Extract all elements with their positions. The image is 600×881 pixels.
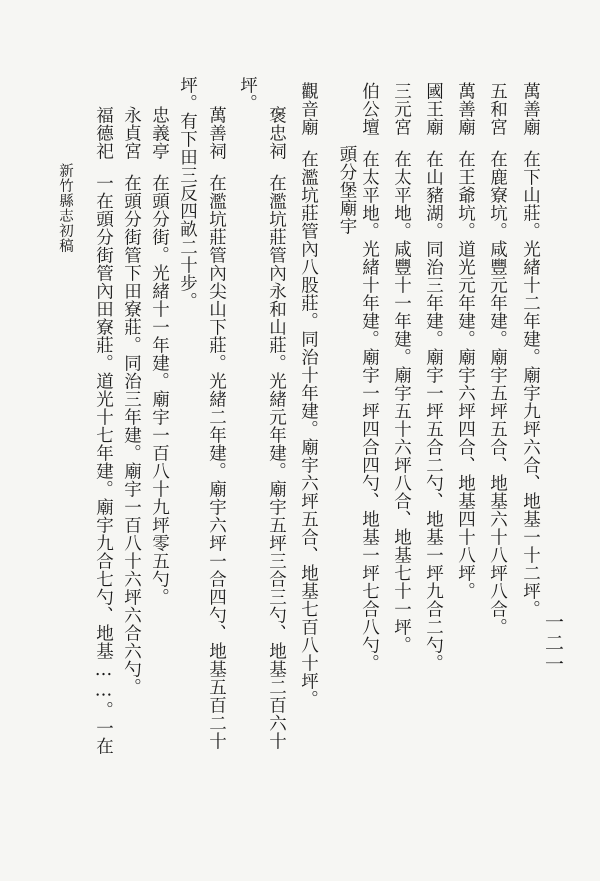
temple-name: 萬善廟 <box>520 82 541 136</box>
entry-column <box>360 82 378 672</box>
entry-text: 在濫坑莊管內永和山莊。光緒元年建。廟宇五坪三合三勺、地基二百六十 <box>266 174 287 750</box>
entry-text: 在鹿寮坑。咸豐元年建。廟宇五坪五合、地基六十八坪八合。 <box>487 150 508 636</box>
entry-text: 在濫坑莊管內八股莊。同治十年建。廟宇六坪五合、地基七百八十坪。 <box>298 150 319 708</box>
entry-continuation <box>178 76 196 310</box>
entry-column <box>521 82 539 618</box>
temple-name: 觀音廟 <box>298 82 319 136</box>
entry-column <box>94 106 112 755</box>
entry-text: 在山豬湖。同治三年建。廟宇一坪五合二勺、地基一坪九合二勺。 <box>423 150 444 672</box>
temple-name: 萬善祠 <box>206 106 227 160</box>
running-title: 新竹縣志初稿 <box>57 163 73 253</box>
entry-column <box>299 82 317 708</box>
entry-column <box>150 106 168 606</box>
entry-text: 在太平地。咸豐十一年建。廟宇五十六坪八合、地基七十一坪。 <box>391 150 412 654</box>
entry-text: 在頭分街管下田寮莊。同治三年建。廟宇一百八十六坪六合六勺。 <box>121 174 142 696</box>
page-number: 一二一 <box>542 612 564 675</box>
entry-column <box>207 106 225 750</box>
section-heading: 頭分堡廟宇 <box>337 145 357 235</box>
temple-name: 三元宮 <box>391 82 412 136</box>
entry-text: 在下山莊。光緒十二年建。廟宇九坪六合、地基一十二坪。 <box>520 150 541 618</box>
entry-text: 坪。 <box>237 76 258 112</box>
entry-text: 坪。有下田三反四畝二十步。 <box>177 76 198 310</box>
temple-name: 福德祀 <box>93 106 114 160</box>
entry-column <box>122 106 140 696</box>
entry-column <box>488 82 506 636</box>
entry-column <box>392 82 410 654</box>
entry-text: 在王爺坑。道光元年建。廟宇六坪四合、地基四十八坪。 <box>455 150 476 600</box>
entry-text: 在濫坑莊管內尖山下莊。光緒二年建。廟宇六坪一合四勺、地基五百二十 <box>206 174 227 750</box>
entry-column <box>424 82 442 672</box>
entry-continuation <box>238 76 256 112</box>
temple-name: 伯公壇 <box>359 82 380 136</box>
entry-text: 在太平地。光緒十年建。廟宇一坪四合四勺、地基一坪七合八勺。 <box>359 150 380 672</box>
temple-name: 萬善廟 <box>455 82 476 136</box>
entry-text: 在頭分街。光緒十一年建。廟宇一百八十九坪零五勺。 <box>149 174 170 606</box>
entry-text: 一在頭分街管內田寮莊。道光十七年建。廟宇九合七勺、地基……。一在 <box>93 174 114 755</box>
entry-column <box>267 106 285 750</box>
temple-name: 國王廟 <box>423 82 444 136</box>
temple-name: 褒忠祠 <box>266 106 287 160</box>
temple-name: 忠義亭 <box>149 106 170 160</box>
entry-column <box>456 82 474 600</box>
temple-name: 五和宮 <box>487 82 508 136</box>
temple-name: 永貞宮 <box>121 106 142 160</box>
